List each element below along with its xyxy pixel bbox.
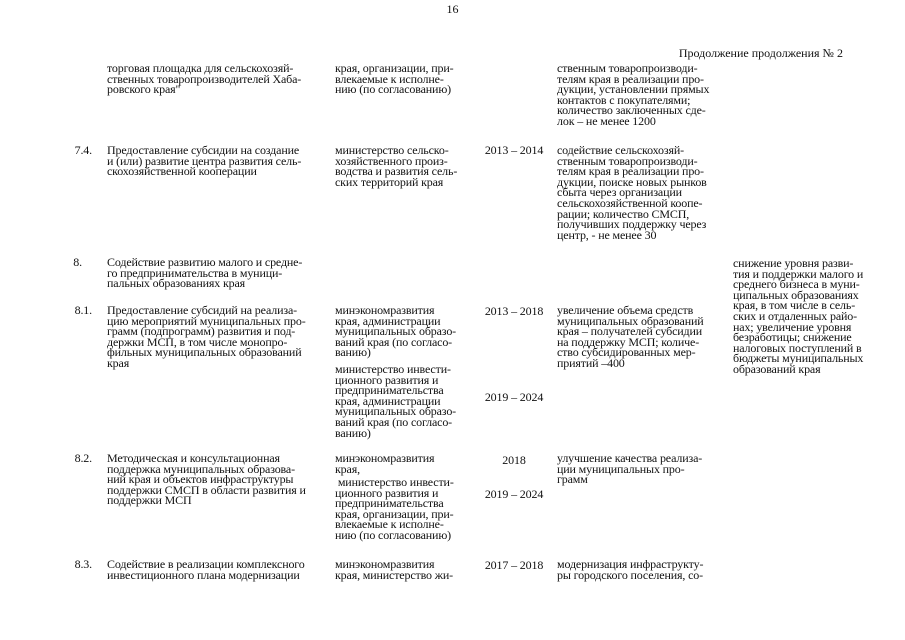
- activity-cell: Предоставление субсидий на реализа- цию мероприятий муниципальных про- грамм (подпрограмм) развития и под- держки МСП, в том числе монопро- фильных муниципальных образований края: [107, 303, 306, 370]
- row-number: 8.: [73, 255, 82, 269]
- activity-cell: Методическая и консультационная поддержка муниципальных образова- ний края и объектов инфраструктуры поддержки СМСП в области развития и поддержки МСП: [107, 451, 306, 508]
- activity-cell: торговая площадка для сельскохозяй- ственных товаропроизводителей Хаба- ровского края": [107, 61, 302, 97]
- executor-cell: минэкономразвития края,: [335, 451, 435, 476]
- executor-cell: края, организации, при- влекаемые к исполне- нию (по согласованию): [335, 61, 454, 97]
- years-cell: 2019 – 2024: [484, 390, 544, 404]
- row-number: 8.2.: [74, 451, 92, 465]
- continuation-label: Продолжение продолжения № 2: [678, 46, 843, 60]
- indicator-cell: ственным товаропроизводи- телям края в реализации про- дукции, установлении прямых контактов с покупателями; количество заключенных сде- лок – не менее 1200: [557, 61, 710, 128]
- activity-cell: Предоставление субсидии на создание и (или) развитие центра развития сель- скохозяйственной кооперации: [107, 143, 302, 179]
- years-cell: 2017 – 2018: [484, 558, 544, 572]
- executor-cell: минэкономразвития края, министерство жи-: [335, 557, 453, 582]
- executor-cell: минэкономразвития края, администрации муниципальных образо- ваний края (по согласо- ванию): [335, 303, 457, 360]
- executor-cell: министерство инвести- ционного развития и предпринимательства края, организации, при- влекаемые к исполне- нию (по согласованию): [335, 475, 454, 542]
- years-cell: 2013 – 2018: [484, 304, 544, 318]
- executor-cell: министерство сельско- хозяйственного произ- водства и развития сель- ских территорий края: [335, 143, 458, 189]
- indicator-cell: содействие сельскохозяй- ственным товаропроизводи- телям края в реализации про- дукции, поиске новых рынков сбыта через организации сельскохозяйственной коопе- рации; количество СМСП, получивших поддержку через центр, - не менее 30: [557, 143, 707, 242]
- result-cell: снижение уровня разви- тия и поддержки малого и среднего бизнеса в муни- ципальных образованиях края, в том числе в сель- ских и отдаленных райо- нах; увеличение уровня безработицы; снижение налоговых поступлений в бюджеты муниципальных образований края: [733, 256, 864, 376]
- indicator-cell: улучшение качества реализа- ции муниципальных про- грамм: [557, 451, 703, 487]
- indicator-cell: модернизация инфраструкту- ры городского поселения, со-: [557, 557, 704, 582]
- years-cell: 2013 – 2014: [484, 143, 544, 157]
- row-number: 8.3.: [74, 557, 92, 571]
- row-number: 7.4.: [74, 143, 92, 157]
- indicator-cell: увеличение объема средств муниципальных образований края – получателей субсидии на поддержку МСП; количе- ство субсидированных мер- приятий –400: [557, 303, 704, 370]
- activity-cell: Содействие в реализации комплексного инвестиционного плана модернизации: [107, 557, 305, 582]
- page-number: 16: [446, 2, 459, 16]
- row-number: 8.1.: [74, 303, 92, 317]
- years-cell: 2019 – 2024: [484, 487, 544, 501]
- activity-cell: Содействие развитию малого и средне- го предпринимательства в муници- пальных образованиях края: [107, 255, 303, 291]
- years-cell: 2018: [502, 453, 526, 467]
- executor-cell: министерство инвести- ционного развития и предпринимательства края, администрации муниципальных образо- ваний края (по согласо- ванию): [335, 362, 457, 440]
